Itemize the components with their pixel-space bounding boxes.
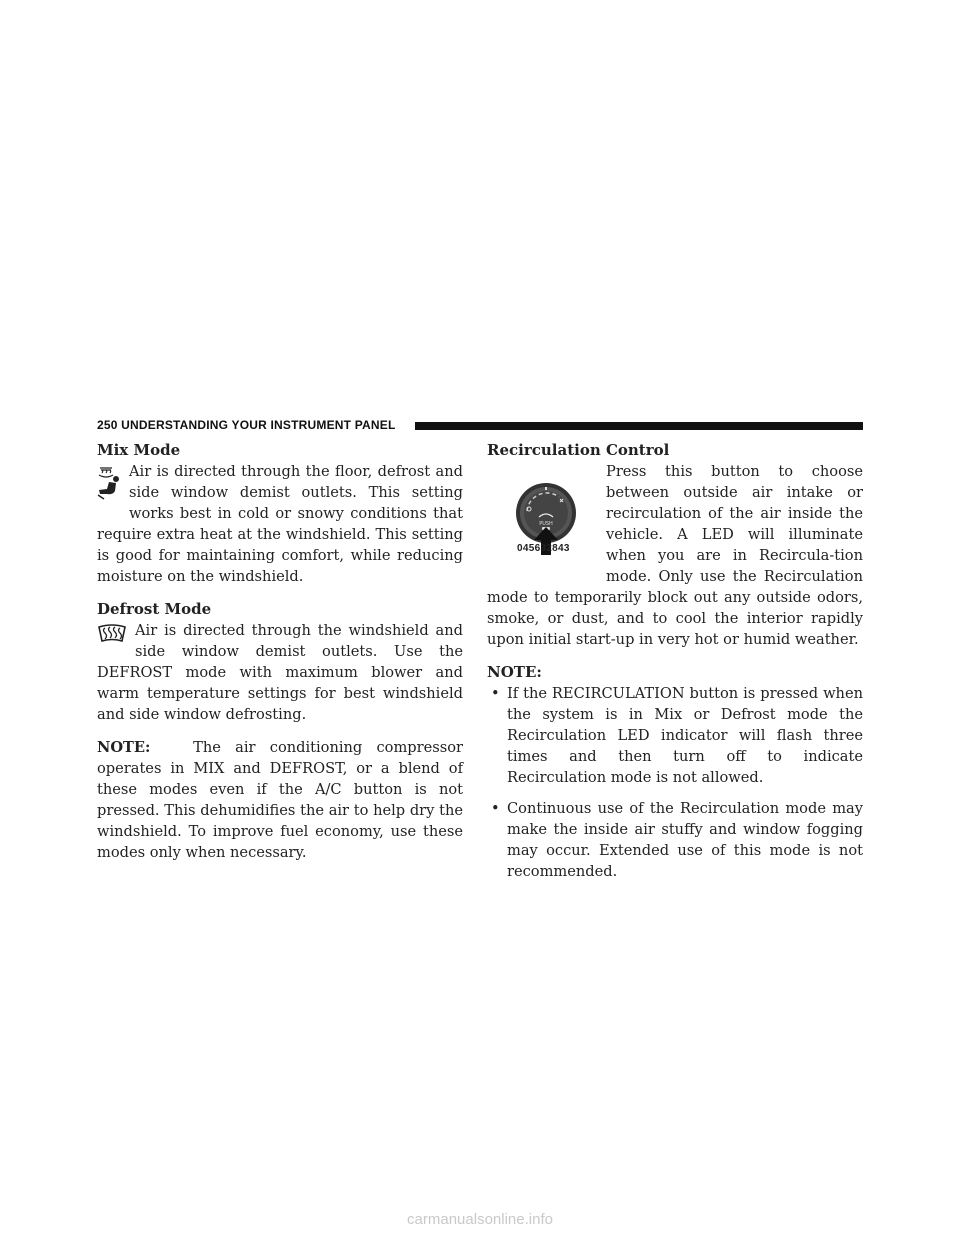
- note-label: NOTE:: [97, 739, 151, 756]
- defrost-mode-section: [97, 599, 463, 725]
- bullet-icon: •: [491, 685, 500, 702]
- note-text: The air conditioning compressor operates in MIX and DEFROST, or a blend of these modes even if the A/C button is not pressed. This dehumidifies the air to help dry the windshield. To improve fuel economy, use these modes only when necessary.: [97, 739, 463, 861]
- left-column: [97, 440, 463, 875]
- mix-mode-section: [97, 440, 463, 587]
- mix-mode-text: Air is directed through the floor, defrost and side window demist outlets. This setting works best in cold or snowy conditions that require extra heat at the windshield. This setting is good for maintaining comfort, while reducing moisture on the windshield.: [97, 463, 463, 585]
- defrost-mode-title: Defrost Mode: [97, 600, 212, 618]
- watermark: carmanualsonline.info: [407, 1211, 553, 1228]
- recirculation-button-figure: [487, 465, 600, 565]
- mix-mode-title: Mix Mode: [97, 441, 181, 459]
- page-number-title: 250 UNDERSTANDING YOUR INSTRUMENT PANEL: [97, 418, 396, 432]
- push-label: PUSH: [539, 521, 553, 527]
- recirculation-title: Recirculation Control: [487, 441, 670, 459]
- list-item: [487, 798, 863, 882]
- note-heading: NOTE:: [487, 663, 542, 681]
- recirculation-text: Press this button to choose between outside air intake or recirculation of the air inside the vehicle. A LED will illuminate when you are in Recircula-tion mode. Only use the Recirculation mode to temporarily block out any outside odors, smoke, or dust, and to cool the interior rapidly upon initial start-up in very hot or humid weather.: [487, 463, 863, 648]
- bullet-text: If the RECIRCULATION button is pressed when the system is in Mix or Defrost mode the Recirculation LED indicator will flash three times and then turn off to indicate Recirculation mode is not allowed.: [507, 685, 863, 786]
- right-note: [487, 662, 863, 882]
- note-bullet-list: [487, 683, 863, 882]
- right-column: [487, 440, 863, 892]
- recirculation-section: [487, 440, 863, 650]
- defrost-icon: [97, 624, 127, 652]
- left-note: [97, 737, 463, 863]
- defrost-mode-text: Air is directed through the windshield and side window demist outlets. Use the DEFROST mode with maximum blower and warm temperature settings for best windshield and side window defrosting.: [97, 622, 463, 723]
- bullet-text: Continuous use of the Recirculation mode may make the inside air stuffy and window fogging may occur. Extended use of this mode is not recommended.: [507, 800, 863, 880]
- list-item: [487, 683, 863, 788]
- header-rule: [415, 422, 863, 430]
- page-header: [97, 418, 863, 432]
- bullet-icon: •: [491, 800, 500, 817]
- figure-number: 045632843: [517, 543, 570, 554]
- mix-mode-icon: [97, 465, 121, 507]
